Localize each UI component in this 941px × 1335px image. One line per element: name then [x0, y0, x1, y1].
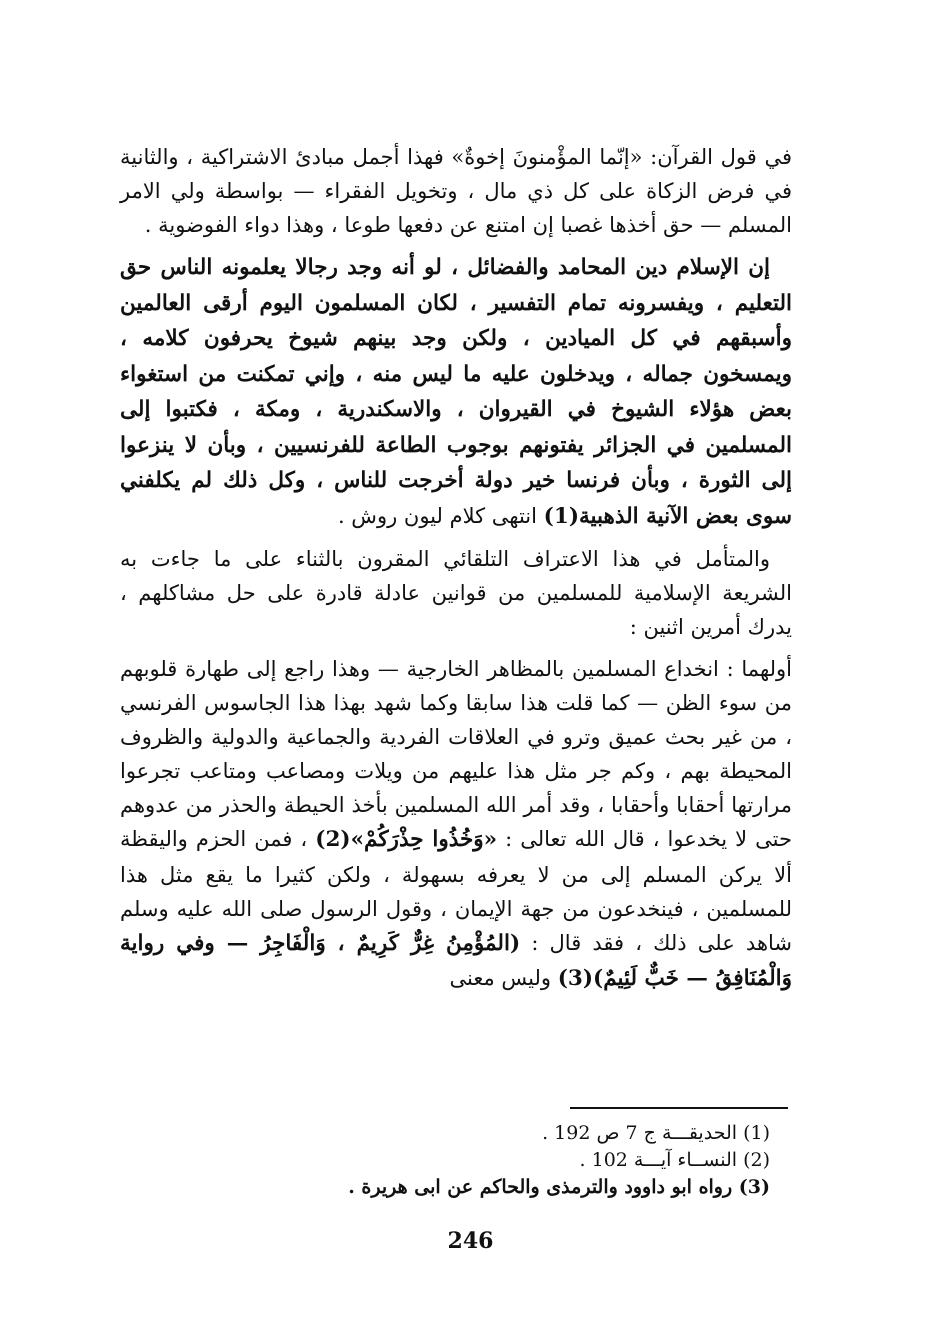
footnote-2: (2) النســاء آيـــة 102 .: [579, 1149, 770, 1171]
hadith-quote: (المُؤْمِنُ غِرٌّ كَرِيمٌ ، وَالْفَاجِرُ — وفي رواية وَالْمُنَافِقُ — خَبٌّ لَئِيمٌ)(3): [120, 930, 792, 991]
bold-quote-text: إن الإسلام دين المحامد والفضائل ، لو أنه وجد رجالا يعلمونه الناس حق التعليم ، ويفسرونه تمام التفسير ، لكان المسلمون اليوم أرقى العالمين وأسبقهم في كل الميادين ، ولكن وجد بينهم شيوخ يحرفون كلامه ، ويمسخون جماله ، ويدخلون عليه ما ليس منه ، وإني تمكنت من استغواء بعض هؤلاء الشيوخ في القيروان ، والاسكندرية ، ومكة ، فكتبوا إلى المسلمين في الجزائر يفتونهم بوجوب الطاعة للفرنسيين ، وبأن لا ينزعوا إلى الثورة ، وبأن فرنسا خير دولة أخرجت للناس ، وكل ذلك لم يكلفني سوى بعض الآنية الذهبية(1): [120, 255, 792, 529]
page-body: [120, 140, 792, 1005]
paragraph-text: أولهما : انخداع المسلمين بالمظاهر الخارجية — وهذا راجع إلى طهارة قلوبهم من سوء الظن — كما قلت هذا سابقا وكما شهد بهذا هذا الجاسوس الفرنسي ، من غير بحث عميق وترو في العلاقات الفردية والجماعية والدولية والظروف المحيطة بهم ، وكم جر مثل هذا عليهم من ويلات ومصاعب ومتاعب تجرعوا مرارتها أحقابا وأحقابا ، وقد أمر الله المسلمين بأخذ الحيطة والحذر من عدوهم حتى لا يخدعوا ، قال الله تعالى :: [120, 657, 792, 851]
page-number: 246: [447, 1228, 494, 1254]
paragraph-text: وليس معنى: [449, 966, 552, 990]
paragraph-text: ، فمن الحزم واليقظة ألا يركن المسلم إلى من لا يعرفه بسهولة ، ولكن كثيرا ما يقع مثل هذا للمسلمين ، فينخدعون من جهة الإيمان ، وقول الرسول صلى الله عليه وسلم شاهد على ذلك ، فقد قال :: [120, 827, 793, 955]
footnote-3: (3) رواه ابو داوود والترمذى والحاكم عن ابى هريرة .: [348, 1176, 770, 1198]
paragraph-quote-roche: [120, 250, 792, 534]
quran-quote: «وَخُذُوا حِذْرَكُمْ»(2): [315, 827, 498, 852]
paragraph-text: والمتأمل في هذا الاعتراف التلقائي المقرون بالثناء على ما جاءت به الشريعة الإسلامية للمسلمين من قوانين عادلة قادرة على حل مشاكلهم ، يدرك أمرين اثنين :: [120, 547, 792, 639]
paragraph-reflection: [120, 542, 792, 644]
paragraph-socialism: [120, 140, 792, 242]
quote-end-text: انتهى كلام ليون روش .: [337, 503, 537, 528]
footnote-1: (1) الحديقـــة ج 7 ص 192 .: [542, 1122, 770, 1144]
paragraph-first-matter: [120, 652, 792, 997]
footnote-divider: [570, 1107, 788, 1109]
footnotes: [250, 1120, 770, 1201]
paragraph-text: في قول القرآن: «إنّما المؤْمنونَ إخوةٌ» فهذا أجمل مبادئ الاشتراكية ، والثانية في فرض الزكاة على كل ذي مال ، وتخويل الفقراء — بواسطة ولي الامر المسلم — حق أخذها غصبا إن امتنع عن دفعها طوعا ، وهذا دواء الفوضوية .: [120, 145, 792, 237]
